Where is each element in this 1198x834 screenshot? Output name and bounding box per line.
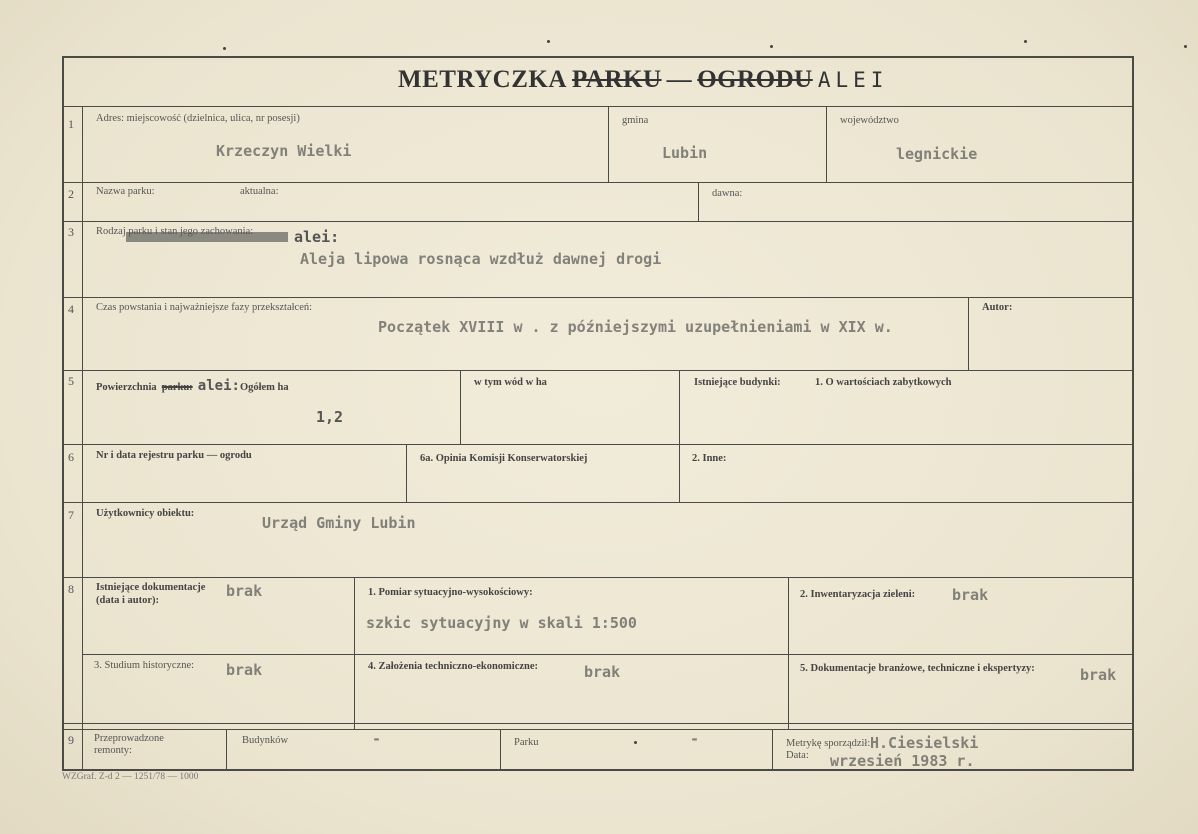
water-area-label: w tym wód w ha — [474, 377, 547, 388]
title-typed-alei: ALEI — [817, 68, 889, 92]
row-divider — [82, 654, 1134, 655]
voivodeship-value: legnickie — [896, 145, 978, 163]
title-main: METRYCZKA — [398, 66, 567, 93]
origin-label: Czas powstania i najważniejsze fazy przekształceń: — [96, 302, 313, 313]
row-number: 9 — [68, 733, 74, 747]
paper-speck — [1184, 45, 1187, 48]
paper-speck — [634, 741, 637, 744]
survey-label: 1. Pomiar sytuacyjno-wysokościowy: — [368, 587, 533, 598]
col-divider — [826, 106, 827, 182]
row-divider — [62, 444, 1134, 445]
row-divider — [62, 221, 1134, 222]
documentation-label-2: (data i autor): — [96, 595, 159, 606]
assumptions-value: brak — [584, 663, 621, 681]
row-divider — [62, 729, 1134, 730]
col-divider — [772, 729, 773, 771]
paper-speck — [223, 47, 226, 50]
gmina-label: gmina — [622, 115, 649, 126]
opinion-label: 6a. Opinia Komisji Konserwatorskiej — [420, 453, 588, 464]
row-number: 4 — [68, 302, 74, 316]
repairs-label: Przeprowadzone — [94, 733, 164, 744]
title-struck-park: PARKU — [572, 66, 662, 93]
prepared-by-label: Metrykę sporządził: — [786, 738, 871, 749]
row-divider — [62, 106, 1134, 107]
col-divider — [354, 577, 355, 729]
row-number: 5 — [68, 374, 74, 388]
area-typed-alei: alei: — [197, 378, 240, 394]
col-divider — [460, 370, 461, 444]
author-label: Autor: — [982, 302, 1013, 313]
users-value: Urząd Gminy Lubin — [262, 514, 416, 532]
col-divider — [406, 444, 407, 502]
park-type-typed-alei: alei: — [294, 228, 340, 246]
row-divider — [62, 723, 1134, 724]
park-type-label: Rodzaj parku i stan jego zachowania: — [96, 226, 254, 237]
paper-speck — [547, 40, 550, 43]
area-label-total: Ogółem ha — [239, 382, 289, 393]
branch-docs-value: brak — [1080, 666, 1117, 684]
historic-buildings-label: 1. O wartościach zabytkowych — [815, 377, 952, 388]
park-type-value: Aleja lipowa rosnąca wzdłuż dawnej drogi — [300, 250, 662, 268]
col-divider — [679, 370, 680, 502]
assumptions-label: 4. Założenia techniczno-ekonomiczne: — [368, 661, 539, 672]
row-number: 7 — [68, 508, 74, 522]
documentation-label: Istniejące dokumentacje — [96, 582, 206, 593]
area-label-a: Powierzchnia — [96, 382, 157, 393]
row-number: 8 — [68, 582, 74, 596]
origin-value: Początek XVIII w . z późniejszymi uzupełnieniami w XIX w. — [378, 318, 893, 336]
date-label: Data: — [786, 750, 809, 761]
col-divider — [608, 106, 609, 182]
row-number: 1 — [68, 117, 74, 131]
number-column-divider — [82, 106, 83, 771]
users-label: Użytkownicy obiektu: — [96, 508, 195, 519]
address-label: Adres: miejscowość (dzielnica, ulica, nr posesji) — [96, 113, 300, 124]
col-divider — [788, 577, 789, 729]
former-name-label: dawna: — [712, 188, 743, 199]
buildings-repairs-label: Budynków — [242, 735, 289, 746]
historical-study-value: brak — [226, 661, 263, 679]
document-title — [398, 66, 888, 94]
print-footer: WZGraf. Z-d 2 — 1251/78 — 1000 — [62, 772, 199, 782]
paper-speck — [770, 45, 773, 48]
row-divider — [62, 577, 1134, 578]
row-divider — [62, 182, 1134, 183]
register-label: Nr i data rejestru parku — ogrodu — [96, 450, 252, 461]
row-number: 6 — [68, 450, 74, 464]
date-value: wrzesień 1983 r. — [830, 752, 975, 770]
buildings-repairs-value: - — [372, 730, 382, 748]
historical-study-label: 3. Studium historyczne: — [94, 660, 195, 671]
row-divider — [62, 297, 1134, 298]
title-struck-garden: OGRODU — [697, 66, 813, 93]
voivodeship-label: województwo — [840, 115, 899, 126]
area-value: 1,2 — [316, 408, 344, 426]
prepared-by-value: H.Ciesielski — [870, 734, 979, 752]
col-divider — [698, 182, 699, 221]
survey-value: szkic sytuacyjny w skali 1:500 — [366, 614, 637, 632]
col-divider — [500, 729, 501, 771]
current-name-label: aktualna: — [240, 186, 279, 197]
documentation-value: brak — [226, 582, 263, 600]
buildings-label: Istniejące budynki: — [694, 377, 781, 388]
row-divider — [62, 502, 1134, 503]
paper-speck — [1024, 40, 1027, 43]
address-value: Krzeczyn Wielki — [216, 142, 352, 160]
col-divider — [968, 297, 969, 370]
greenery-value: brak — [952, 586, 989, 604]
park-repairs-value: - — [690, 730, 700, 748]
area-label-struck-park: parku: — [161, 382, 193, 393]
row-divider — [62, 370, 1134, 371]
col-divider — [226, 729, 227, 771]
gmina-value: Lubin — [662, 144, 708, 162]
park-repairs-label: Parku — [514, 737, 539, 748]
greenery-label: 2. Inwentaryzacja zieleni: — [800, 589, 916, 600]
repairs-label-2: remonty: — [94, 745, 132, 756]
branch-docs-label: 5. Dokumentacje branżowe, techniczne i ekspertyzy: — [800, 663, 1035, 674]
row-number: 3 — [68, 225, 74, 239]
area-label — [96, 375, 289, 394]
row-number: 2 — [68, 187, 74, 201]
park-name-label: Nazwa parku: — [96, 186, 155, 197]
title-dash: — — [666, 66, 693, 93]
other-label: 2. Inne: — [692, 453, 727, 464]
